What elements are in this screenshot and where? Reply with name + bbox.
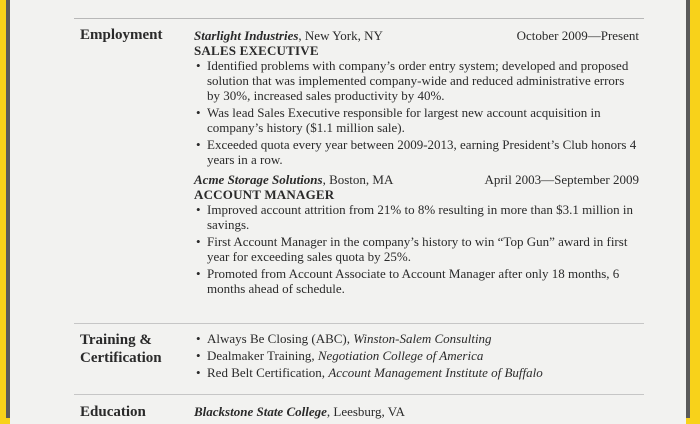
list-item [194, 105, 639, 135]
training-heading [80, 331, 162, 367]
list-item [194, 137, 639, 167]
training-heading-line2: Certification [80, 350, 162, 366]
training-heading-line1: Training & [80, 332, 152, 348]
job-header [194, 172, 639, 187]
job-title: SALES EXECUTIVE [194, 43, 319, 58]
bullet-text: Identified problems with company’s order entry system; developed and proposed solution that was implemented company-wide and reduced administrative errors by 30%, increased sales productivity by 40%. [207, 58, 629, 103]
employment-heading: Employment [80, 27, 163, 43]
bullet-icon: • [196, 58, 201, 73]
cert-name: Dealmaker Training, [207, 348, 318, 363]
job-header [194, 28, 639, 43]
job-entry-acme [194, 172, 639, 296]
cert-provider: Account Management Institute of Buffalo [328, 365, 543, 380]
school-name: Blackstone State College [194, 404, 327, 419]
cert-name: Always Be Closing (ABC), [207, 331, 354, 346]
bullet-text: First Account Manager in the company’s history to win “Top Gun” award in first year for exceeding sales quota by 25%. [207, 234, 628, 264]
top-divider [74, 18, 644, 19]
bullet-text: Promoted from Account Associate to Account Manager after only 18 months, 6 months ahead of schedule. [207, 266, 620, 296]
company-location: , Boston, MA [322, 172, 394, 187]
training-section [194, 331, 639, 382]
company-location: , New York, NY [298, 28, 383, 43]
school-location: , Leesburg, VA [326, 404, 405, 419]
bullet-icon: • [196, 105, 201, 120]
cert-provider: Negotiation College of America [317, 348, 484, 363]
list-item [194, 202, 639, 232]
section-divider [74, 394, 644, 395]
company-name: Acme Storage Solutions [194, 172, 323, 187]
list-item [194, 266, 639, 296]
job-entry-starlight [194, 28, 639, 167]
list-item [194, 234, 639, 264]
job-bullets [194, 202, 639, 296]
education-heading: Education [80, 404, 146, 420]
employment-section [194, 28, 639, 298]
job-bullets [194, 58, 639, 167]
job-dates: October 2009—Present [516, 28, 639, 43]
bullet-icon: • [196, 137, 201, 152]
bullet-icon: • [196, 266, 201, 281]
bullet-icon: • [196, 348, 201, 363]
job-title: ACCOUNT MANAGER [194, 187, 335, 202]
cert-name: Red Belt Certification, [207, 365, 329, 380]
certification-list [194, 331, 639, 380]
job-dates: April 2003—September 2009 [484, 172, 639, 187]
bullet-icon: • [196, 331, 201, 346]
section-divider [74, 323, 644, 324]
bullet-text: Was lead Sales Executive responsible for largest new account acquisition in company’s history ($1.1 million sale). [207, 105, 601, 135]
bullet-icon: • [196, 365, 201, 380]
list-item [194, 365, 639, 380]
bullet-text: Exceeded quota every year between 2009-2013, earning President’s Club honors 4 years in a row. [207, 137, 637, 167]
cert-provider: Winston-Salem Consulting [353, 331, 492, 346]
bullet-text: Improved account attrition from 21% to 8% resulting in more than $3.1 million in savings. [207, 202, 634, 232]
bullet-icon: • [196, 202, 201, 217]
education-section [194, 404, 639, 419]
bullet-icon: • [196, 234, 201, 249]
list-item [194, 331, 639, 346]
company-name: Starlight Industries [194, 28, 299, 43]
list-item [194, 58, 639, 103]
list-item [194, 348, 639, 363]
resume-page [10, 0, 686, 424]
